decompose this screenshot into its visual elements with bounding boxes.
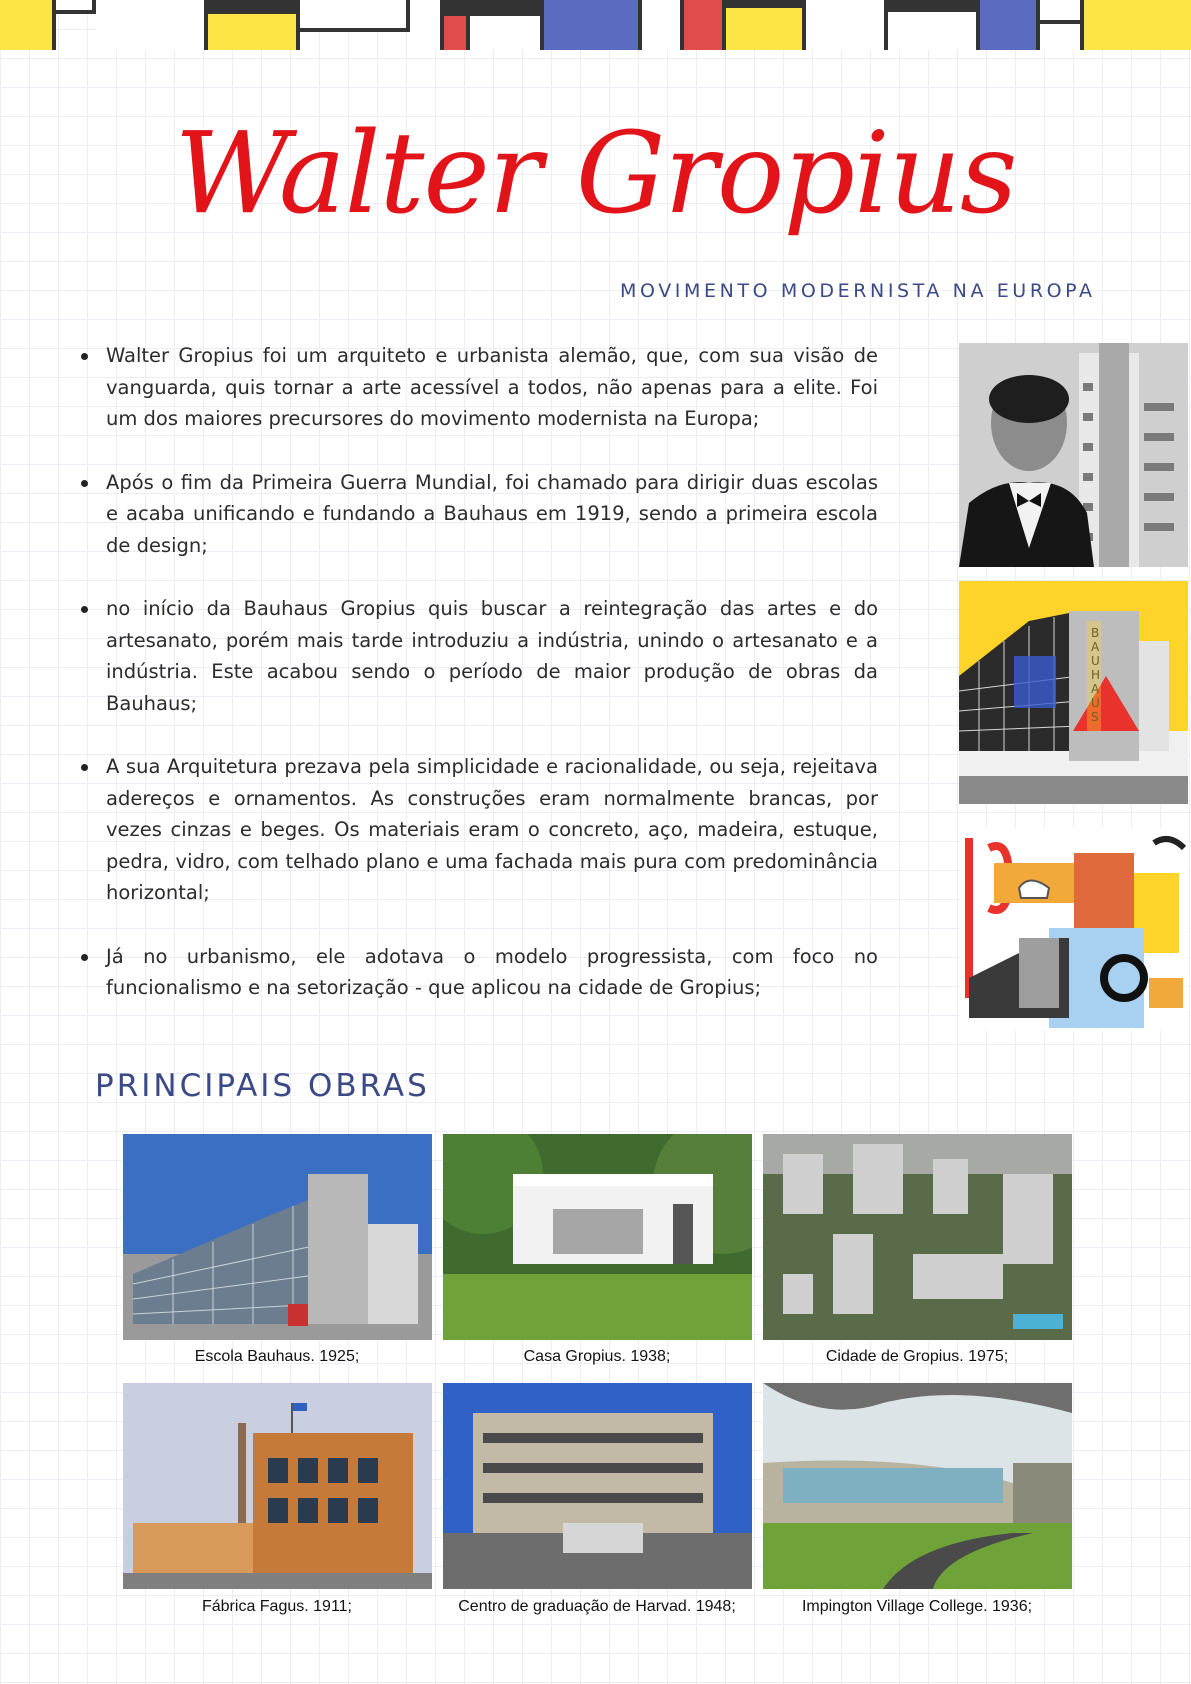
gropius-portrait-image bbox=[959, 343, 1188, 567]
mondrian-banner bbox=[0, 0, 1191, 50]
photo-cidade-gropius bbox=[763, 1134, 1072, 1340]
bauhaus-building-image bbox=[959, 581, 1188, 804]
bullet-item: Walter Gropius foi um arquiteto e urbanista alemão, que, com sua visão de vanguarda, quis tornar a arte acessível a todos, não apenas para a elite. Foi um dos maiores precursores do movimento modernista na Europa; bbox=[78, 340, 878, 435]
bullet-item: Já no urbanismo, ele adotava o modelo progressista, com foco no funcionalismo e na setorização - que aplicou na cidade de Gropius; bbox=[78, 941, 878, 1004]
bauhaus-sign-text: B A U H A U S bbox=[1091, 626, 1101, 724]
photo-impington-college bbox=[763, 1383, 1072, 1589]
photo-harvard-center bbox=[443, 1383, 752, 1589]
photo-fabrica-fagus bbox=[123, 1383, 432, 1589]
bauhaus-collage-image bbox=[959, 828, 1188, 1030]
caption-casa-gropius: Casa Gropius. 1938; bbox=[523, 1348, 671, 1365]
bullet-list bbox=[78, 340, 878, 1036]
page-subtitle: MOVIMENTO MODERNISTA NA EUROPA bbox=[620, 280, 1096, 302]
bullet-item: A sua Arquitetura prezava pela simplicidade e racionalidade, ou seja, rejeitava adereços e ornamentos. As construções eram normalmente brancas, por vezes cinzas e beges. Os materiais eram o concreto, aço, madeira, estuque, pedra, vidro, com telhado plano e uma fachada mais pura com predominância horizontal; bbox=[78, 751, 878, 909]
caption-escola-bauhaus: Escola Bauhaus. 1925; bbox=[194, 1348, 360, 1365]
caption-impington-college: Impington Village College. 1936; bbox=[801, 1598, 1033, 1615]
caption-cidade-gropius: Cidade de Gropius. 1975; bbox=[825, 1348, 1009, 1365]
caption-fabrica-fagus: Fábrica Fagus. 1911; bbox=[201, 1598, 352, 1615]
photo-casa-gropius bbox=[443, 1134, 752, 1340]
caption-harvard-center: Centro de graduação de Harvad. 1948; bbox=[458, 1598, 736, 1615]
photo-escola-bauhaus bbox=[123, 1134, 432, 1340]
bullet-item: no início da Bauhaus Gropius quis buscar a reintegração das artes e do artesanato, porém mais tarde introduziu a indústria, unindo o artesanato e a indústria. Este acabou sendo o período de maior produção de obras da Bauhaus; bbox=[78, 593, 878, 719]
page-title: Walter Gropius bbox=[174, 109, 1017, 239]
bullet-item: Após o fim da Primeira Guerra Mundial, foi chamado para dirigir duas escolas e acaba unificando e fundando a Bauhaus em 1919, sendo a primeira escola de design; bbox=[78, 467, 878, 562]
section-heading: PRINCIPAIS OBRAS bbox=[95, 1068, 430, 1104]
